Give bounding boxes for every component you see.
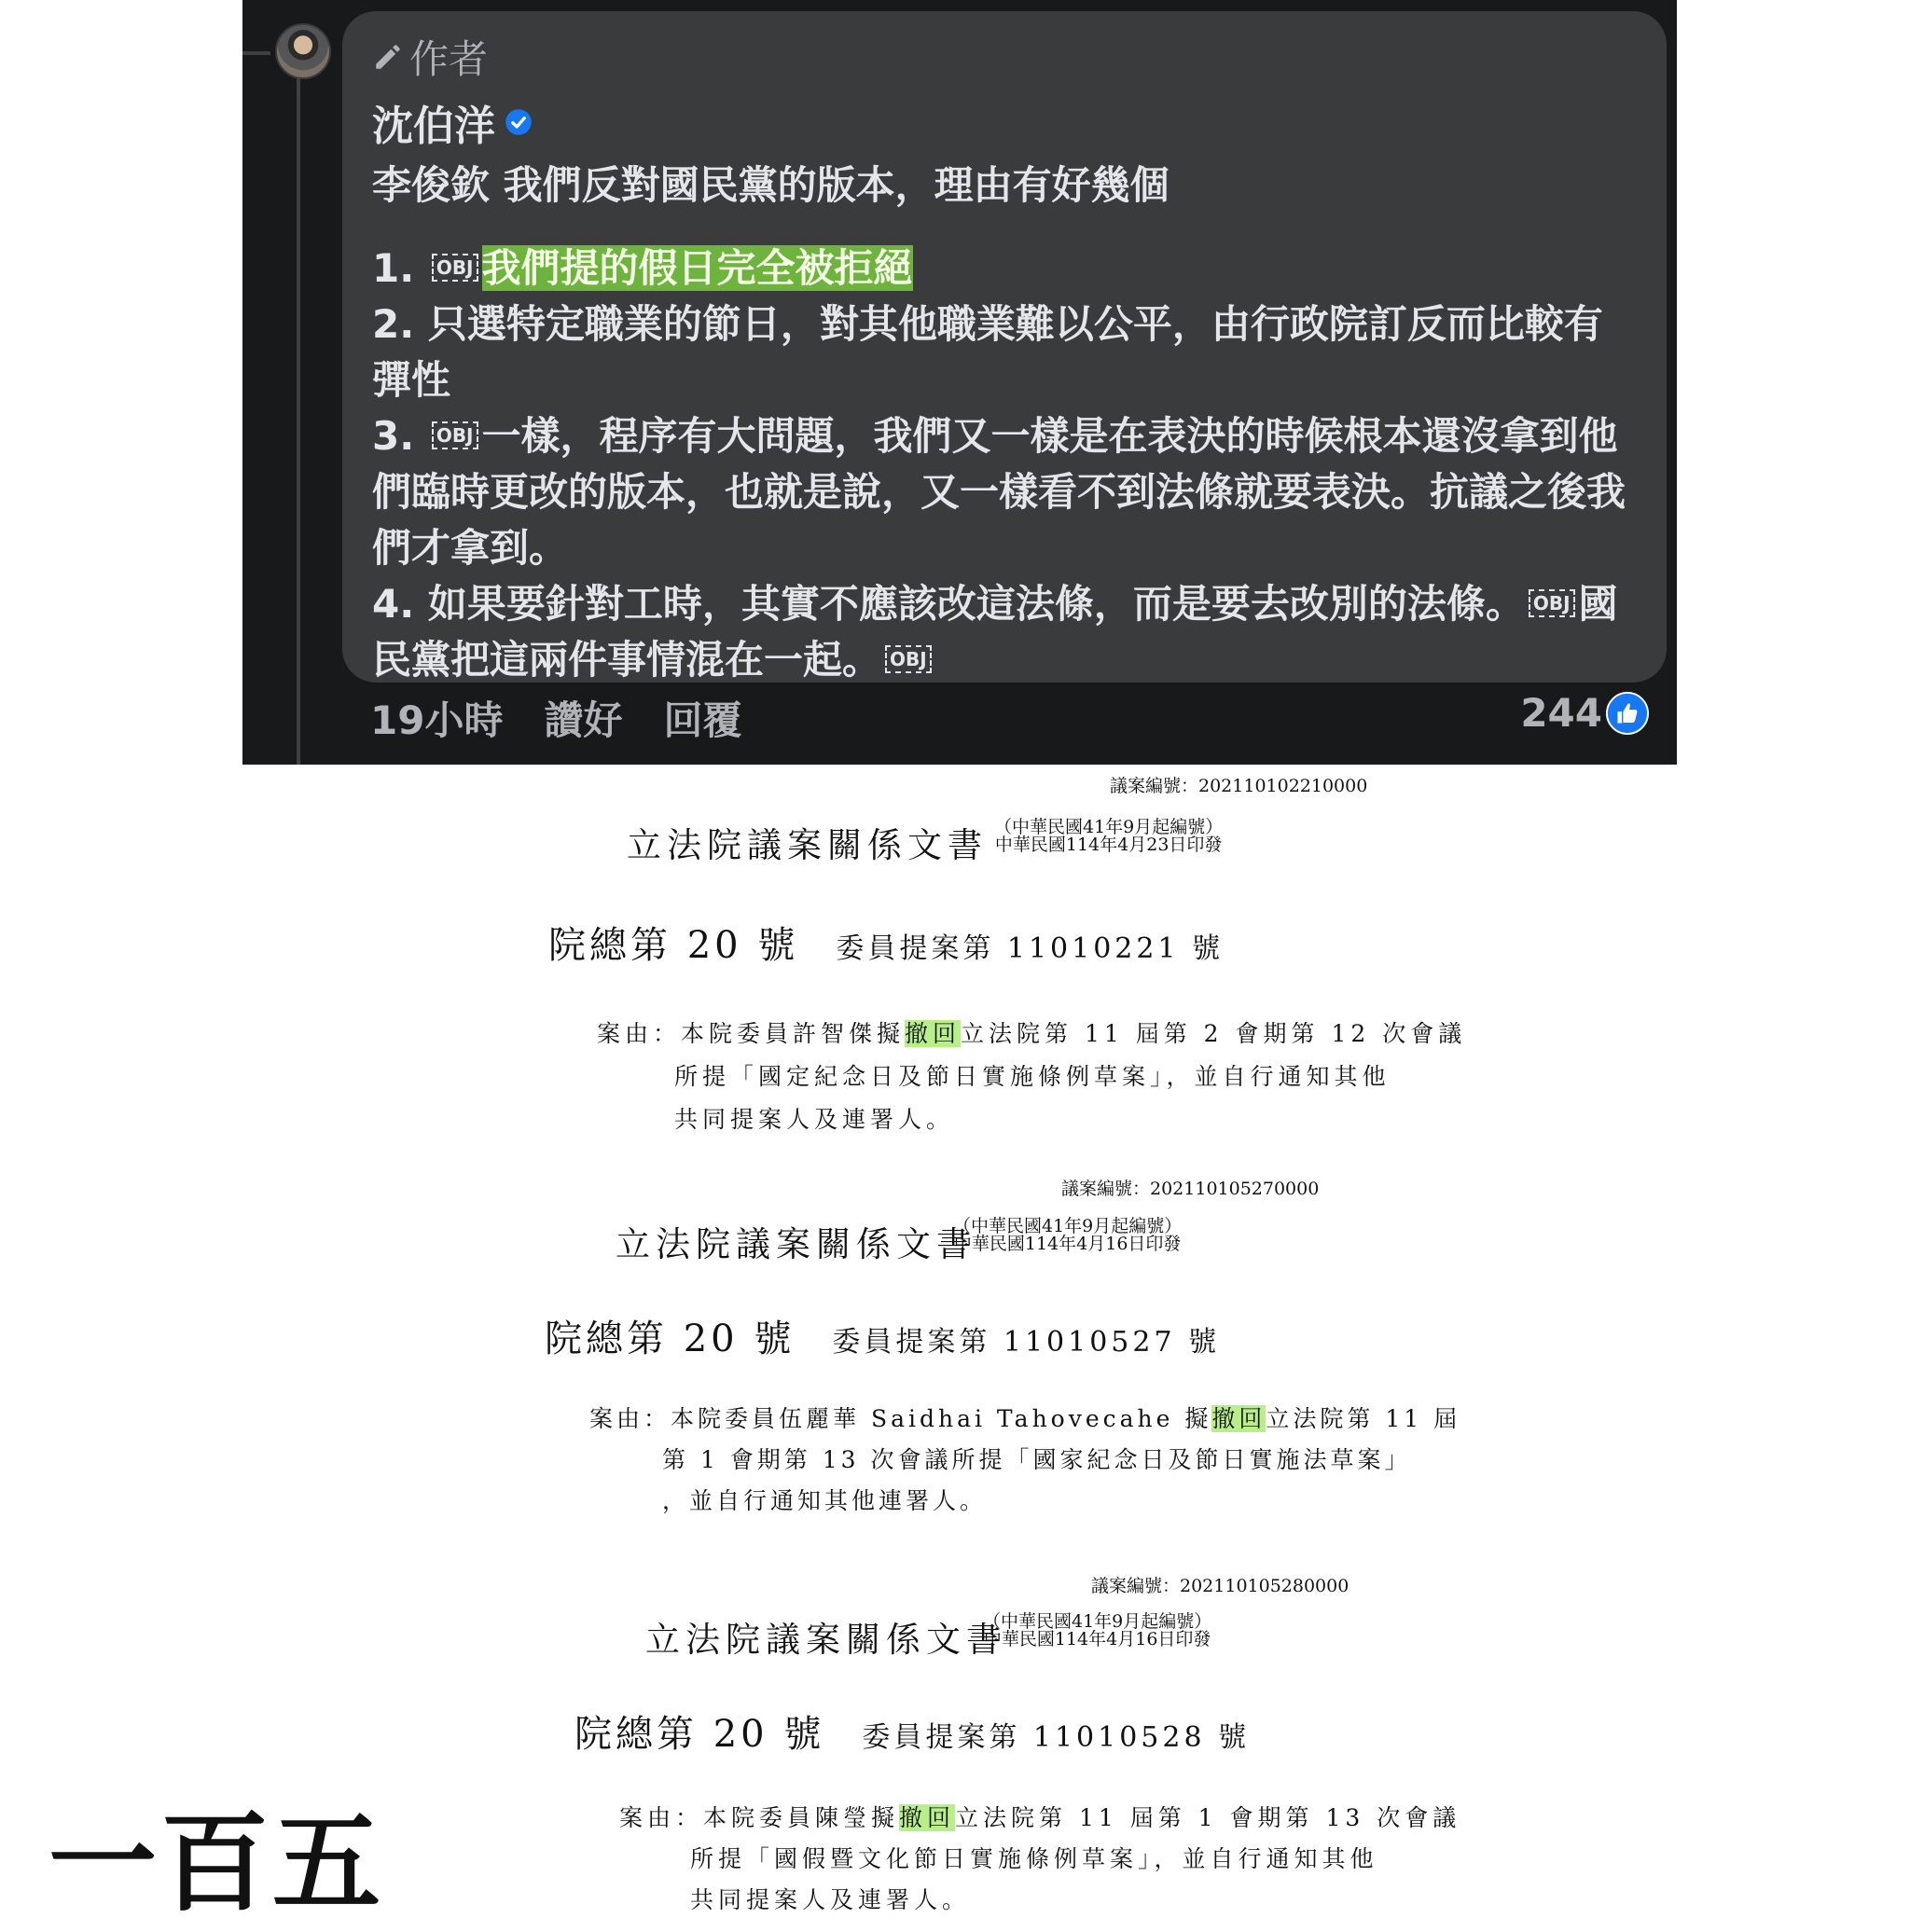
thread-line	[297, 56, 300, 765]
reason-highlight: 撤回	[899, 1804, 956, 1831]
item-text: 國民黨把這兩件事情混在一起。	[372, 581, 1618, 683]
timestamp-link[interactable]: 19小時	[370, 697, 504, 743]
reason-rest: 立法院第 11 屆	[1266, 1405, 1461, 1432]
item-text: 一樣，程序有大問題，我們又一樣是在表決的時候根本還沒拿到他們臨時更改的版本，也就是說，又一樣看不到法條就要表決。抗議之後我們才拿到。	[372, 413, 1626, 571]
bill-number: 議案編號：202110102210000	[1110, 776, 1368, 796]
object-placeholder-icon: OBJ	[432, 254, 478, 282]
list-item	[372, 576, 1635, 688]
proposal-summary	[548, 916, 1224, 969]
reaction-summary[interactable]	[1520, 690, 1649, 736]
summary-left: 院總第 20 號	[545, 1318, 796, 1360]
avatar[interactable]	[275, 23, 331, 79]
reason-text	[597, 1013, 1466, 1141]
reason-highlight: 撤回	[905, 1020, 962, 1047]
reason-line: 共同提案人及連署人。	[674, 1106, 955, 1133]
reason-line: 第 1 會期第 13 次會議所提「國家紀念日及節日實施法草案」	[662, 1446, 1412, 1473]
item-text-highlighted: 我們提的假日完全被拒絕	[481, 245, 913, 291]
print-date: 中華民國114年4月16日印發	[953, 1234, 1182, 1254]
comment-bubble	[342, 11, 1667, 683]
summary-left: 院總第 20 號	[574, 1713, 825, 1756]
page-number: 一百五	[48, 1801, 384, 1926]
verified-badge-icon	[505, 108, 533, 136]
document-title: 立法院議案關係文書	[645, 1620, 1006, 1660]
list-item	[372, 408, 1635, 576]
reply-button[interactable]: 回覆	[663, 697, 742, 743]
list-item	[372, 241, 1635, 297]
reason-line: ，並自行通知其他連署人。	[662, 1487, 988, 1514]
document-title: 立法院議案關係文書	[616, 1224, 976, 1264]
print-date: 中華民國114年4月16日印發	[983, 1629, 1211, 1649]
document-meta	[994, 819, 1223, 854]
reason-line: 所提「國假暨文化節日實施條例草案」，並自行通知其他	[690, 1845, 1378, 1872]
object-placeholder-icon: OBJ	[1529, 589, 1575, 617]
comment-actions	[370, 690, 741, 746]
bill-number: 議案編號：202110105270000	[1061, 1179, 1320, 1199]
comment-list	[372, 241, 1635, 688]
author-badge	[372, 28, 1635, 86]
item-number: 1.	[372, 245, 415, 291]
document-meta	[953, 1218, 1182, 1253]
document-title: 立法院議案關係文書	[627, 825, 988, 865]
summary-right: 委員提案第 11010527 號	[832, 1326, 1221, 1359]
comment-panel	[242, 0, 1677, 765]
list-item	[372, 297, 1635, 408]
reason-prefix: 案由：本院委員許智傑擬	[597, 1020, 906, 1047]
reason-line: 共同提案人及連署人。	[690, 1886, 971, 1913]
thread-line-stub	[242, 51, 270, 55]
reason-rest: 立法院第 11 屆第 1 會期第 13 次會議	[955, 1804, 1461, 1831]
item-text: 只選特定職業的節日，對其他職業難以公平，由行政院訂反而比較有彈性	[372, 301, 1603, 403]
reason-text	[619, 1798, 1460, 1921]
item-number: 3.	[372, 413, 415, 459]
item-number: 2.	[372, 301, 415, 347]
comment-intro: 李俊欽 我們反對國民黨的版本，理由有好幾個	[372, 162, 1170, 208]
reason-prefix: 案由：本院委員陳瑩擬	[619, 1804, 900, 1831]
author-label: 作者	[409, 36, 489, 82]
pencil-icon	[372, 41, 404, 73]
item-number: 4.	[372, 581, 415, 627]
document-meta	[983, 1613, 1211, 1649]
item-text: 如果要針對工時，其實不應該改這法條，而是要去改別的法條。	[427, 581, 1525, 627]
object-placeholder-icon: OBJ	[432, 421, 478, 449]
thumbs-up-icon	[1606, 692, 1649, 735]
like-button[interactable]: 讚好	[544, 697, 623, 743]
reason-text	[589, 1399, 1460, 1522]
numbering-note: （中華民國41年9月起編號）	[953, 1216, 1183, 1236]
commenter-name[interactable]: 沈伯洋	[372, 103, 495, 150]
summary-right: 委員提案第 11010528 號	[862, 1721, 1251, 1754]
numbering-note: （中華民國41年9月起編號）	[994, 817, 1224, 837]
reason-line: 所提「國定紀念日及節日實施條例草案」，並自行通知其他	[674, 1063, 1391, 1090]
summary-right: 委員提案第 11010221 號	[836, 932, 1225, 965]
reason-prefix: 案由：本院委員伍麗華 Saidhai Tahovecahe 擬	[589, 1405, 1212, 1432]
numbering-note: （中華民國41年9月起編號）	[983, 1611, 1212, 1632]
object-placeholder-icon: OBJ	[885, 645, 932, 673]
reason-highlight: 撤回	[1211, 1405, 1266, 1432]
proposal-summary	[545, 1309, 1220, 1362]
reaction-count: 244	[1520, 690, 1602, 736]
summary-left: 院總第 20 號	[548, 924, 799, 967]
proposal-summary	[574, 1704, 1250, 1758]
bill-number: 議案編號：202110105280000	[1091, 1576, 1349, 1596]
print-date: 中華民國114年4月23日印發	[994, 835, 1223, 855]
reason-rest: 立法院第 11 屆第 2 會期第 12 次會議	[961, 1020, 1467, 1047]
